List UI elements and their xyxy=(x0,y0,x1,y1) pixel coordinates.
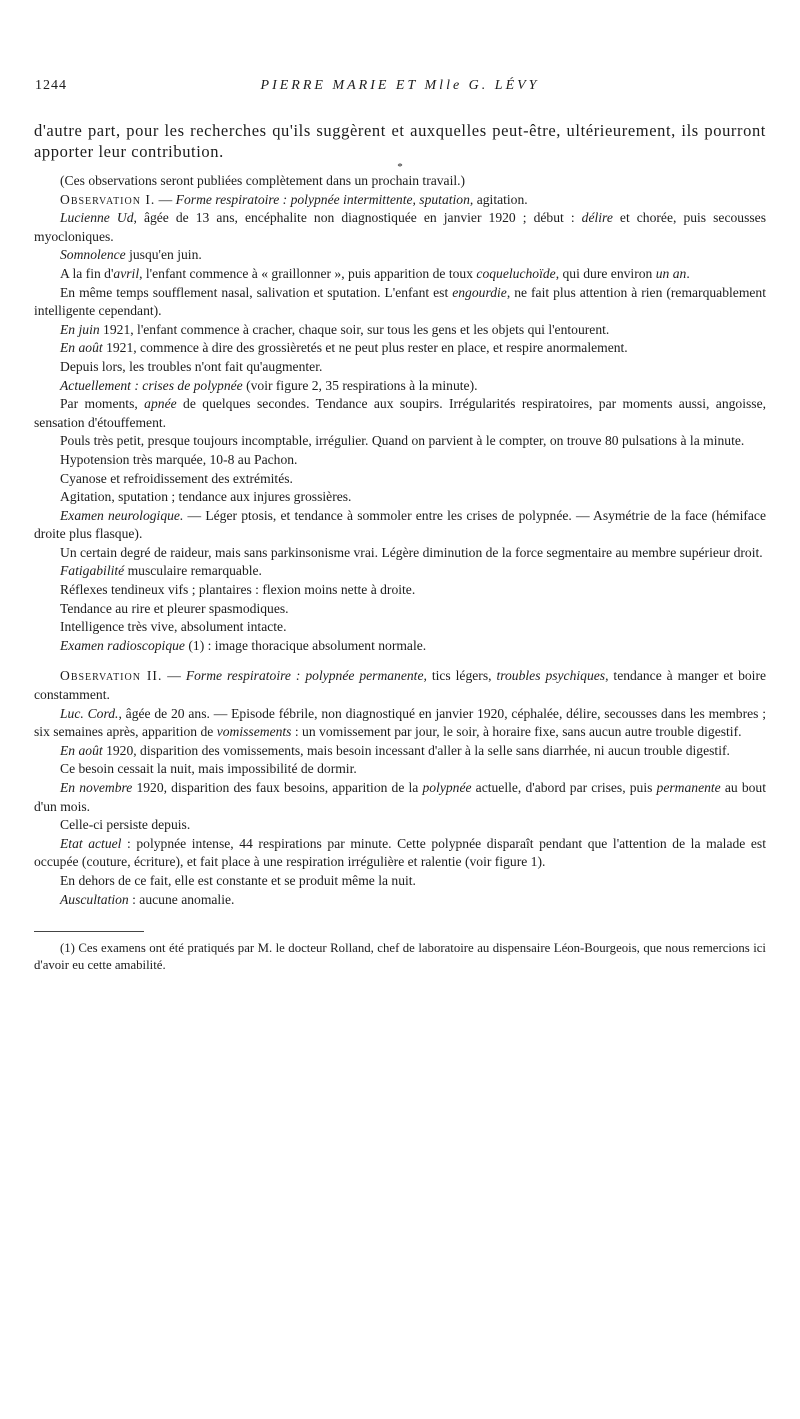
footnote-divider xyxy=(34,931,144,932)
italic-run: apnée xyxy=(144,396,177,412)
text-run: (1) : image thoracique absolument normale. xyxy=(184,637,427,653)
text-run: de quelques secondes. Tendance aux soupirs. Irrégularités respiratoires, par moments aussi, angoisse, sensation d'étouffement. xyxy=(34,396,766,430)
italic-run: Examen neurologique. xyxy=(60,507,184,523)
text-run: et chorée, puis secousses myocloniques. xyxy=(34,210,767,244)
text-run: , âgée de 13 ans, encéphalite non diagnostiquée en janvier 1920 ; début : xyxy=(133,210,582,226)
italic-run: avril xyxy=(113,265,140,281)
footnote: (1) Ces examens ont été pratiqués par M. le docteur Rolland, chef de laboratoire au dispensaire Léon-Bourgeois, que nous remercions ici d'avoir eu cette amabilité. xyxy=(34,941,766,973)
italic-run: polypnée xyxy=(422,780,472,795)
paragraph: Tendance au rire et pleurer spasmodiques. xyxy=(60,600,289,616)
paragraph xyxy=(34,742,766,761)
italic-run: vomissements xyxy=(216,724,292,740)
italic-run: un an xyxy=(655,265,687,281)
text-run: : un vomissement par jour, le soir, à horaire fixe, sans aucun autre trouble digestif. xyxy=(291,724,742,740)
lead-paragraph: d'autre part, pour les recherches qu'ils suggèrent et auxquelles peut-être, ultérieurement, ils pourront apporter leur contribution. xyxy=(34,121,766,161)
observation-2-heading xyxy=(34,667,766,704)
italic-run: Etat actuel xyxy=(60,835,122,851)
paragraph: Agitation, sputation ; tendance aux injures grossières. xyxy=(60,489,352,505)
paragraph: Depuis lors, les troubles n'ont fait qu'augmenter. xyxy=(60,358,323,374)
running-head: PIERRE MARIE ET Mlle G. LÉVY xyxy=(260,78,540,93)
italic-run: Somnolence xyxy=(60,247,126,263)
italic-run: Forme respiratoire : polypnée permanente, xyxy=(185,668,427,684)
italic-run: permanente xyxy=(656,780,721,795)
italic-run: coqueluchoïde xyxy=(476,265,556,281)
text-run: au bout d'un mois. xyxy=(34,780,766,814)
italic-run: En août xyxy=(60,340,103,356)
paragraph: Cyanose et refroidissement des extrémités. xyxy=(60,470,293,486)
italic-run: En juin xyxy=(60,321,100,337)
paragraph: Celle-ci persiste depuis. xyxy=(60,817,191,833)
paragraph: Ce besoin cessait la nuit, mais impossibilité de dormir. xyxy=(60,761,357,777)
paragraph: Pouls très petit, presque toujours incomptable, irrégulier. Quand on parvient à le compter, on trouve 80 pulsations à la minute. xyxy=(60,433,745,449)
text-run: — xyxy=(155,191,176,207)
paragraph xyxy=(34,507,766,544)
text-run: , tendance à manger et boire constamment. xyxy=(34,668,767,703)
text-run: , âgée de 20 ans. — Episode fébrile, non diagnostiqué en janvier 1920, céphalée, délire, secousses dans les membres ; six semaines après, apparition de xyxy=(34,705,766,740)
paragraph xyxy=(34,562,766,581)
text-run: actuelle, d'abord par crises, puis xyxy=(471,780,657,795)
text-run: , ne fait plus attention à rien (remarquablement intelligente cependant). xyxy=(34,284,766,319)
observation-1-heading xyxy=(34,191,766,210)
article-body xyxy=(34,120,766,974)
italic-run: engourdie xyxy=(452,284,507,300)
paragraph: Un certain degré de raideur, mais sans parkinsonisme vrai. Légère diminution de la force segmentaire au membre supérieur droit. xyxy=(60,544,763,560)
text-run: : aucune anomalie. xyxy=(128,891,235,907)
text-run: Par moments, xyxy=(60,396,145,412)
asterisk-separator: * xyxy=(397,161,403,173)
text-run: : polypnée intense, 44 respirations par minute. Cette polypnée disparaît pendant que l'attention de la malade est occupée (couture, écriture), et fait place à une respiration irrégulière et ralentie (voir figure 1). xyxy=(34,835,766,870)
paragraph xyxy=(34,377,766,396)
paragraph xyxy=(34,779,766,816)
page-header xyxy=(35,78,765,96)
paragraph xyxy=(34,835,766,872)
text-run: 1920, disparition des faux besoins, apparition de la xyxy=(132,780,423,795)
paragraph xyxy=(34,246,766,265)
italic-run: Lucienne Ud xyxy=(60,210,134,226)
text-run: . xyxy=(686,265,690,281)
italic-run: Auscultation xyxy=(60,891,129,907)
text-run: agitation. xyxy=(473,191,528,207)
page-number: 1244 xyxy=(35,78,67,93)
italic-run: Fatigabilité xyxy=(60,563,125,579)
paragraph: Réflexes tendineux vifs ; plantaires : flexion moins nette à droite. xyxy=(60,582,416,598)
italic-run: Forme respiratoire : polypnée intermittente, sputation, xyxy=(175,191,474,207)
paragraph xyxy=(34,637,766,656)
italic-run: Luc. Cord. xyxy=(60,705,119,721)
italic-run: troubles psychiques xyxy=(496,668,606,684)
paragraph xyxy=(34,339,766,358)
italic-run: En août xyxy=(60,742,103,758)
observation-label: Observation II. xyxy=(60,668,163,684)
italic-run: Actuellement : crises de polypnée xyxy=(60,377,243,393)
paragraph xyxy=(34,321,766,340)
italic-run: Examen radioscopique xyxy=(60,637,185,653)
text-run: A la fin d' xyxy=(60,265,114,281)
italic-run: En novembre xyxy=(60,780,133,795)
text-run: (voir figure 2, 35 respirations à la minute). xyxy=(242,377,478,393)
paragraph xyxy=(34,265,766,284)
text-run: 1921, commence à dire des grossièretés et ne peut plus rester en place, et respire anormalement. xyxy=(102,340,628,356)
paragraph xyxy=(34,209,766,246)
paragraph: Intelligence très vive, absolument intacte. xyxy=(60,619,287,635)
text-run: — Léger ptosis, et tendance à sommoler entre les crises de polypnée. — Asymétrie de la face (hémiface droite plus flasque). xyxy=(34,507,766,542)
observation-label: Observation I. xyxy=(60,191,156,207)
text-run: tics légers, xyxy=(426,668,497,684)
italic-run: délire xyxy=(581,210,613,226)
paragraph-note: (Ces observations seront publiées complètement dans un prochain travail.) xyxy=(60,173,466,188)
paragraph: Hypotension très marquée, 10-8 au Pachon. xyxy=(60,451,298,467)
paragraph xyxy=(34,395,766,432)
text-run: musculaire remarquable. xyxy=(124,563,262,579)
text-run: , l'enfant commence à « graillonner », puis apparition de toux xyxy=(139,265,477,281)
paragraph: En dehors de ce fait, elle est constante et se produit même la nuit. xyxy=(60,872,416,888)
text-run: , qui dure environ xyxy=(555,265,656,281)
paragraph xyxy=(34,705,766,742)
text-run: 1921, l'enfant commence à cracher, chaque soir, sur tous les gens et les objets qui l'entourent. xyxy=(99,321,610,337)
text-run: 1920, disparition des vomissements, mais besoin incessant d'aller à la selle sans diarrhée, ni aucun trouble digestif. xyxy=(102,742,730,758)
text-run: En même temps soufflement nasal, salivation et sputation. L'enfant est xyxy=(60,284,453,300)
paragraph xyxy=(34,891,766,910)
text-run: — xyxy=(162,668,186,684)
text-run: jusqu'en juin. xyxy=(125,247,202,263)
paragraph xyxy=(34,284,766,321)
